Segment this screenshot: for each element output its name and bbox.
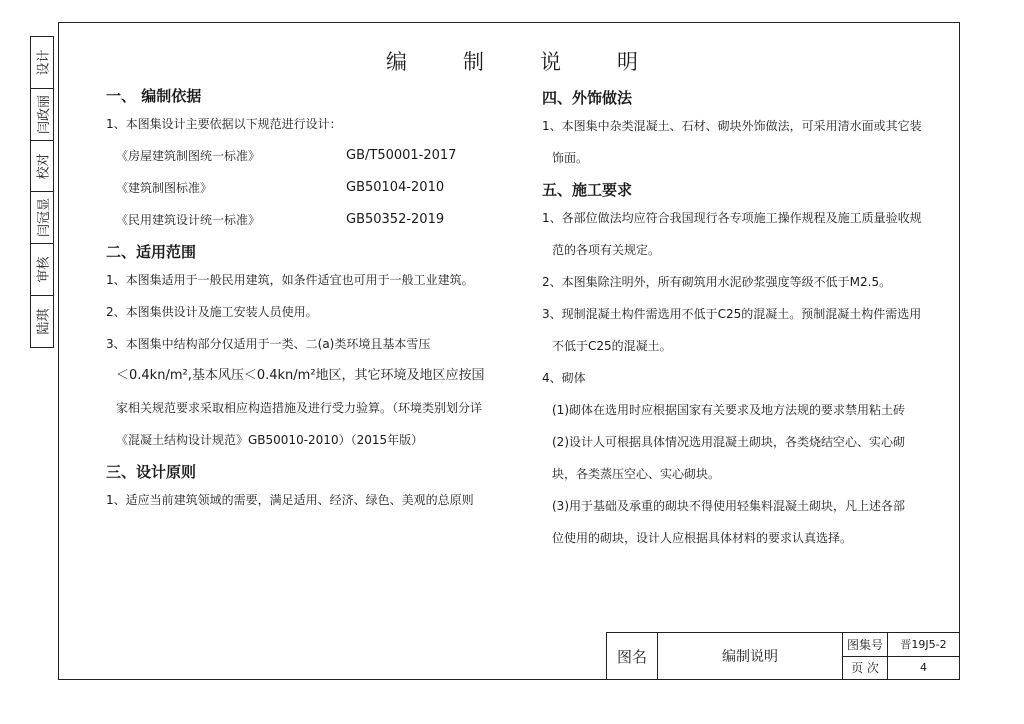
right-column bbox=[542, 86, 947, 554]
paragraph-line: 2、本图集供设计及施工安装人员使用。 bbox=[106, 305, 318, 319]
standard-code: GB/T50001-2017 bbox=[346, 148, 457, 163]
paragraph-line: 1、本图集设计主要依据以下规范进行设计： bbox=[106, 117, 342, 131]
signature-cell: 闫政丽 bbox=[31, 89, 53, 141]
paragraph-line: 1、本图集适用于一般民用建筑，如条件适宜也可用于一般工业建筑。 bbox=[106, 273, 474, 287]
paragraph-line: 1、适应当前建筑领域的需要，满足适用、经济、绿色、美观的总原则 bbox=[106, 493, 474, 507]
signature-cell: 审核 bbox=[31, 244, 53, 296]
signature-cell: 设计 bbox=[31, 37, 53, 89]
section-heading: 三、设计原则 bbox=[106, 463, 197, 481]
paragraph-line: 家相关规范要求采取相应构造措施及进行受力验算。（环境类别划分详 bbox=[116, 401, 483, 415]
page-title: 编制说明 bbox=[386, 50, 694, 74]
standard-code: GB50104-2010 bbox=[346, 180, 445, 195]
section-heading: 四、外饰做法 bbox=[542, 89, 633, 107]
atlas-value: 晋19J5-2 bbox=[900, 638, 947, 652]
atlas-label: 图集号 bbox=[843, 633, 888, 656]
left-column bbox=[106, 84, 526, 516]
paragraph-line: (2)设计人可根据具体情况选用混凝土砌块，各类烧结空心、实心砌 bbox=[552, 435, 906, 449]
paragraph-line: 位使用的砌块，设计人应根据具体材料的要求认真选择。 bbox=[552, 531, 853, 545]
paragraph-line: 1、本图集中杂类混凝土、石材、砌块外饰做法，可采用清水面或其它装 bbox=[542, 119, 922, 133]
paragraph-line: 1、各部位做法均应符合我国现行各专项施工操作规程及施工质量验收规 bbox=[542, 211, 922, 225]
page-row bbox=[843, 657, 959, 680]
standard-name: 《民用建筑设计统一标准》 bbox=[116, 213, 261, 227]
section-heading: 二、适用范围 bbox=[106, 243, 197, 261]
paragraph-line: 范的各项有关规定。 bbox=[552, 243, 661, 257]
atlas-row bbox=[843, 633, 959, 657]
paragraph-line: (3)用于基础及承重的砌块不得使用轻集料混凝土砌块，凡上述各部 bbox=[552, 499, 906, 513]
paragraph-line: (1)砌体在选用时应根据国家有关要求及地方法规的要求禁用粘土砖 bbox=[552, 403, 906, 417]
title-block-meta bbox=[843, 633, 959, 679]
title-block bbox=[606, 632, 960, 680]
paragraph-line: 饰面。 bbox=[552, 151, 589, 165]
paragraph-line: 4、砌体 bbox=[542, 371, 586, 385]
paragraph-line: 不低于C25的混凝土。 bbox=[552, 339, 672, 353]
paragraph-line: 2、本图集除注明外，所有砌筑用水泥砂浆强度等级不低于M2.5。 bbox=[542, 275, 892, 289]
standard-row bbox=[106, 140, 526, 172]
paragraph-line: 《混凝土结构设计规范》GB50010-2010）（2015年版） bbox=[116, 433, 424, 447]
signature-cell: 陆琪 bbox=[36, 308, 52, 335]
drawing-name-value: 编制说明 bbox=[658, 633, 843, 679]
signature-cell: 闫冠显 bbox=[31, 192, 53, 244]
section-heading: 一、 编制依据 bbox=[106, 87, 202, 105]
section-heading: 五、施工要求 bbox=[542, 181, 633, 199]
standard-code: GB50352-2019 bbox=[346, 212, 445, 227]
standard-row bbox=[106, 204, 526, 236]
paragraph-line: 块，各类蒸压空心、实心砌块。 bbox=[552, 467, 721, 481]
page-label: 页 次 bbox=[843, 657, 888, 680]
paragraph-line: 3、本图集中结构部分仅适用于一类、二(a)类环境且基本雪压 bbox=[106, 337, 431, 351]
drawing-name-label: 图名 bbox=[607, 633, 658, 679]
page-value: 4 bbox=[920, 661, 927, 675]
standard-name: 《房屋建筑制图统一标准》 bbox=[116, 149, 261, 163]
signature-cell: 校对 bbox=[31, 141, 53, 193]
paragraph-line: 3、现制混凝土构件需选用不低于C25的混凝土。预制混凝土构件需选用 bbox=[542, 307, 922, 321]
paragraph-line: ＜0.4kn/m²,基本风压＜0.4kn/m²地区，其它环境及地区应按国 bbox=[116, 368, 485, 383]
signature-bar bbox=[30, 36, 54, 348]
standard-name: 《建筑制图标准》 bbox=[116, 181, 213, 195]
standard-row bbox=[106, 172, 526, 204]
